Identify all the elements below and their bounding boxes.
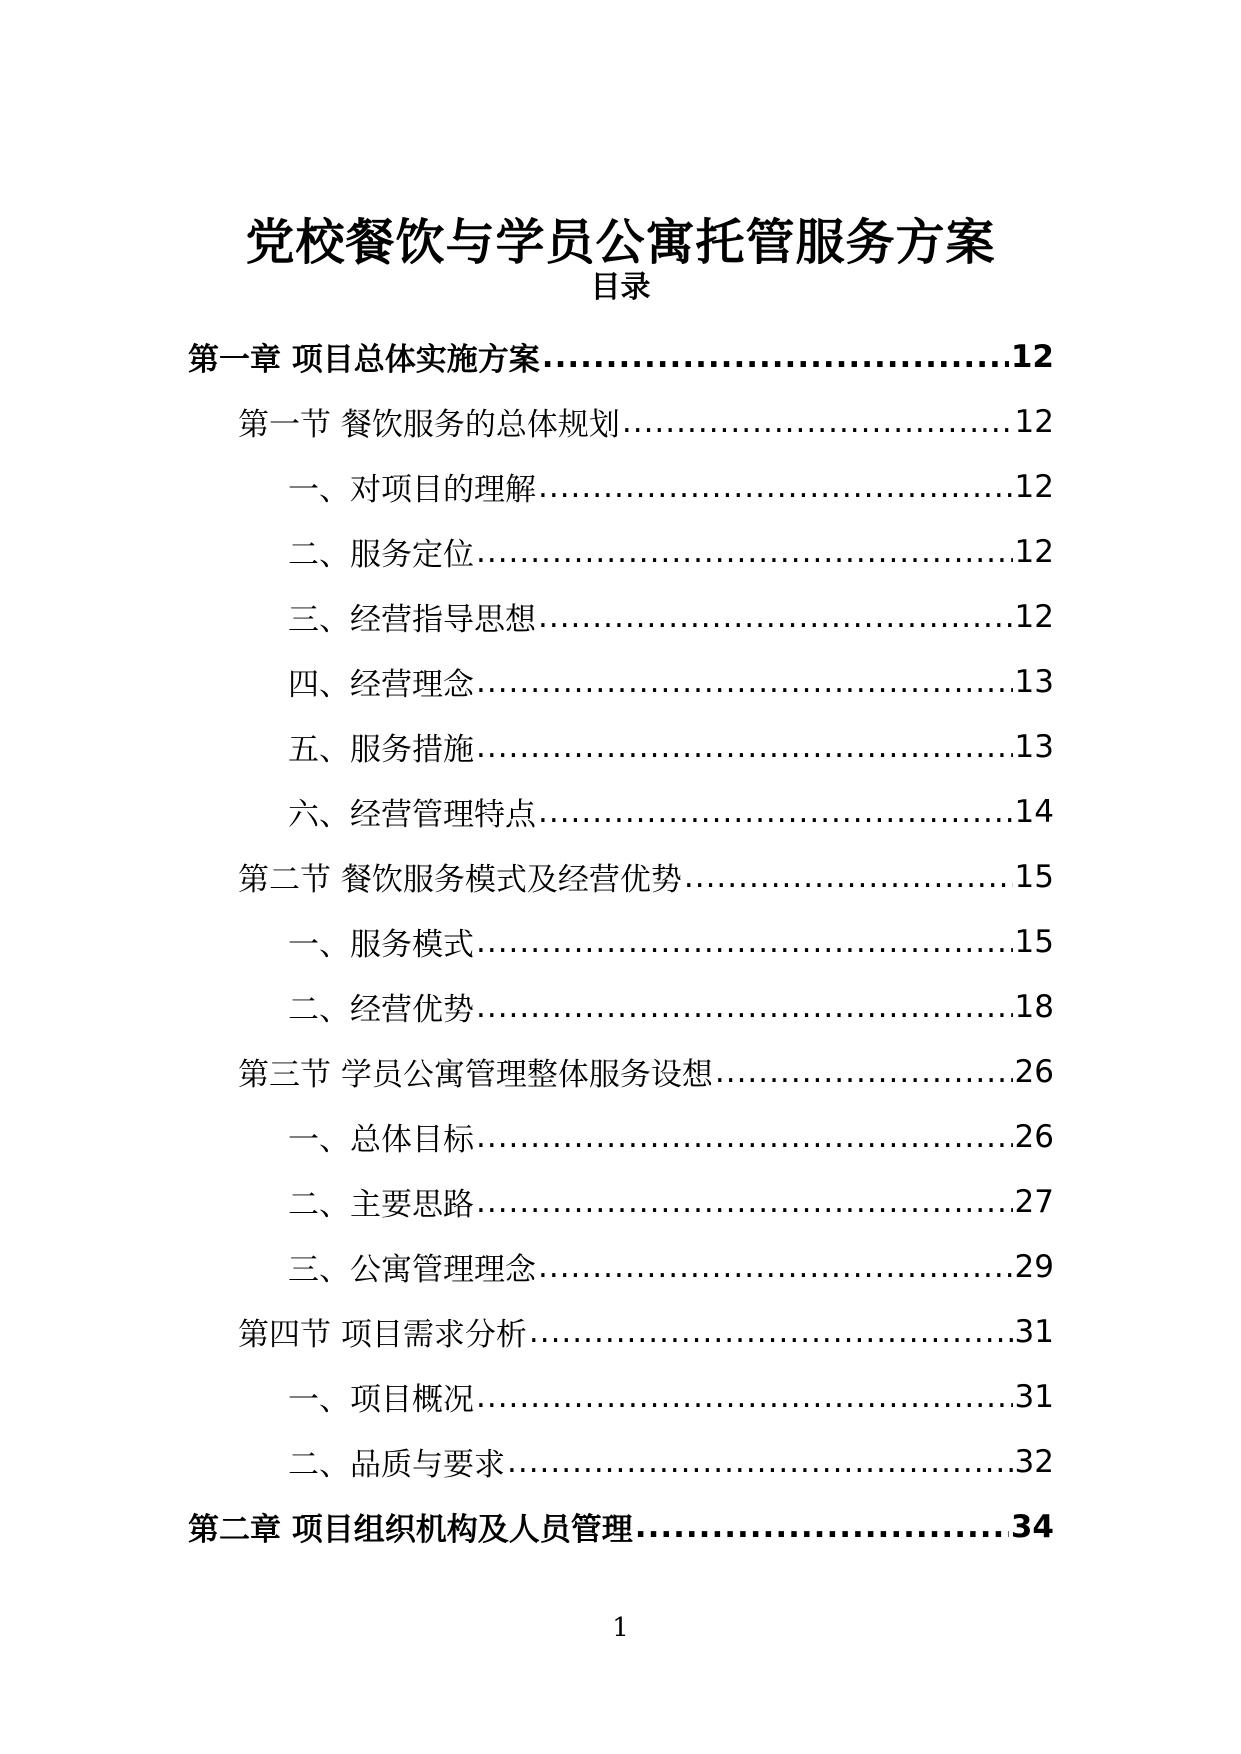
toc-entry-label: 一、总体目标: [288, 1122, 474, 1158]
toc-entry-label: 三、公寓管理理念: [288, 1252, 536, 1288]
toc-dot-leader: [507, 1444, 1013, 1480]
toc-entry-label: 第二章 项目组织机构及人员管理: [188, 1512, 633, 1548]
toc-entry-chapter[interactable]: [0, 1494, 1241, 1559]
toc-entry-page: 26: [1014, 1053, 1054, 1090]
document-title: 党校餐饮与学员公寓托管服务方案: [245, 213, 996, 271]
toc-entry-page: 12: [1014, 403, 1054, 440]
toc-entry-subsection[interactable]: [0, 1364, 1241, 1429]
toc-entry-label: 第二节 餐饮服务模式及经营优势: [238, 862, 682, 898]
toc-entry-section[interactable]: [0, 1299, 1241, 1364]
toc-entry-page: 31: [1014, 1378, 1054, 1415]
toc-dot-leader: [538, 1249, 1013, 1285]
toc-entry-label: 二、经营优势: [288, 992, 474, 1028]
toc-entry-section[interactable]: [0, 1039, 1241, 1104]
toc-dot-leader: [476, 1184, 1013, 1220]
toc-dot-leader: [476, 534, 1013, 570]
toc-entry-page: 14: [1014, 793, 1054, 830]
toc-heading: 目录: [590, 270, 651, 305]
toc-entry-label: 三、经营指导思想: [288, 602, 536, 638]
toc-entry-page: 32: [1014, 1443, 1054, 1480]
toc-entry-page: 27: [1014, 1183, 1054, 1220]
toc-entry-page: 29: [1014, 1248, 1054, 1285]
toc-entry-label: 一、对项目的理解: [288, 472, 536, 508]
toc-entry-label: 第一节 餐饮服务的总体规划: [238, 407, 620, 443]
toc-entry-label: 第一章 项目总体实施方案: [188, 342, 540, 378]
toc-entry-chapter[interactable]: [0, 324, 1241, 389]
toc-entry-page: 31: [1014, 1313, 1054, 1350]
toc-dot-leader: [476, 729, 1013, 765]
toc-entry-subsection[interactable]: [0, 584, 1241, 649]
page-number: 1: [612, 1613, 629, 1643]
toc-entry-page: 18: [1014, 988, 1054, 1025]
table-of-contents: [0, 324, 1241, 1559]
toc-entry-subsection[interactable]: [0, 714, 1241, 779]
toc-entry-subsection[interactable]: [0, 779, 1241, 844]
toc-entry-page: 12: [1014, 533, 1054, 570]
toc-entry-page: 12: [1014, 468, 1054, 505]
toc-dot-leader: [635, 1509, 1009, 1545]
toc-dot-leader: [476, 1379, 1013, 1415]
toc-entry-label: 二、品质与要求: [288, 1447, 505, 1483]
toc-entry-label: 一、服务模式: [288, 927, 474, 963]
toc-entry-label: 四、经营理念: [288, 667, 474, 703]
toc-dot-leader: [684, 859, 1013, 895]
toc-entry-page: 15: [1014, 858, 1054, 895]
toc-dot-leader: [542, 339, 1009, 375]
toc-entry-subsection[interactable]: [0, 1104, 1241, 1169]
toc-dot-leader: [538, 794, 1013, 830]
toc-entry-page: 15: [1014, 923, 1054, 960]
toc-dot-leader: [538, 469, 1013, 505]
toc-entry-page: 13: [1014, 728, 1054, 765]
toc-entry-page: 13: [1014, 663, 1054, 700]
toc-dot-leader: [476, 1119, 1013, 1155]
toc-entry-label: 五、服务措施: [288, 732, 474, 768]
toc-entry-section[interactable]: [0, 389, 1241, 454]
toc-entry-page: 12: [1014, 598, 1054, 635]
toc-dot-leader: [529, 1314, 1013, 1350]
toc-dot-leader: [476, 664, 1013, 700]
toc-dot-leader: [476, 924, 1013, 960]
toc-entry-subsection[interactable]: [0, 1429, 1241, 1494]
toc-entry-section[interactable]: [0, 844, 1241, 909]
toc-dot-leader: [715, 1054, 1013, 1090]
toc-entry-subsection[interactable]: [0, 909, 1241, 974]
toc-dot-leader: [622, 404, 1013, 440]
toc-entry-subsection[interactable]: [0, 1234, 1241, 1299]
toc-entry-label: 第三节 学员公寓管理整体服务设想: [238, 1057, 713, 1093]
toc-entry-page: 34: [1010, 1508, 1054, 1545]
toc-entry-page: 26: [1014, 1118, 1054, 1155]
toc-entry-label: 六、经营管理特点: [288, 797, 536, 833]
toc-entry-subsection[interactable]: [0, 519, 1241, 584]
toc-entry-label: 二、主要思路: [288, 1187, 474, 1223]
toc-entry-label: 一、项目概况: [288, 1382, 474, 1418]
toc-entry-subsection[interactable]: [0, 1169, 1241, 1234]
toc-entry-subsection[interactable]: [0, 974, 1241, 1039]
toc-entry-label: 第四节 项目需求分析: [238, 1317, 527, 1353]
toc-entry-page: 12: [1010, 338, 1054, 375]
toc-dot-leader: [538, 599, 1013, 635]
toc-entry-label: 二、服务定位: [288, 537, 474, 573]
toc-entry-subsection[interactable]: [0, 454, 1241, 519]
toc-dot-leader: [476, 989, 1013, 1025]
toc-entry-subsection[interactable]: [0, 649, 1241, 714]
